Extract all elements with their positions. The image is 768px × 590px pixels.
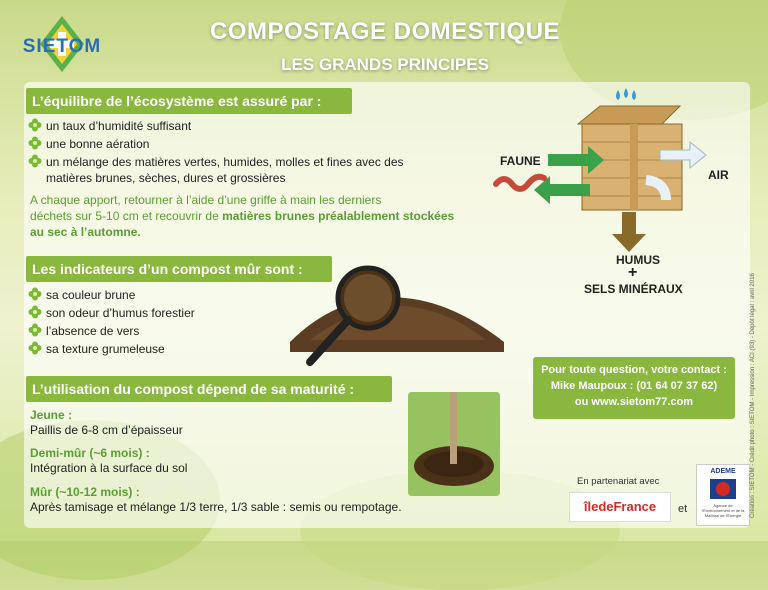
stage-label: Jeune : (30, 408, 73, 422)
bullet-text: matières brunes, sèches, dures et grossières (46, 171, 286, 185)
iledefrance-logo: îledeFrance (569, 492, 671, 522)
credits-text: Création : SIETOM - Crédit photo : SIETOM - Impression : ACI (93) - Dépôt légal : avril 2016 (750, 273, 756, 518)
list-item (28, 341, 195, 357)
contact-intro: Pour toute question, votre contact : (541, 364, 727, 376)
bullet-text: un taux d’humidité suffisant (46, 119, 192, 133)
humus-label: HUMUS (616, 253, 660, 267)
bullet-text: un mélange des matières vertes, humides, molles et fines avec des (46, 155, 404, 169)
page-title: COMPOSTAGE DOMESTIQUE (209, 18, 561, 45)
flower-bullet-icon (28, 341, 42, 355)
bullet-text: une bonne aération (46, 137, 150, 151)
stage-demi-mur (30, 446, 187, 476)
list-item (28, 305, 195, 321)
bullet-text: l’absence de vers (46, 324, 140, 338)
ademe-name: ADEME (710, 468, 736, 475)
flower-bullet-icon (28, 287, 42, 301)
stage-mur (30, 485, 402, 515)
plus-label: + (628, 264, 638, 281)
list-item-continued (28, 170, 404, 186)
bullet-text: sa texture grumeleuse (46, 342, 165, 356)
ademe-logo (696, 464, 750, 526)
note-line (30, 208, 480, 224)
bullet-text: son odeur d’humus forestier (46, 306, 195, 320)
note-bold-text: au sec à l’automne. (30, 225, 141, 239)
stage-label: Demi-mûr (~6 mois) : (30, 446, 150, 460)
note-line: A chaque apport, retourner à l’aide d’une griffe à main les derniers (30, 193, 382, 207)
list-item (28, 323, 195, 339)
note-text: déchets sur 5-10 cm et recouvrir de (30, 209, 223, 223)
section-equilibre-note (30, 192, 480, 240)
list-item (28, 287, 195, 303)
stage-jeune (30, 408, 183, 438)
partner-label: En partenariat avec (577, 476, 660, 487)
water-drops-icon (616, 88, 636, 100)
list-item (28, 136, 404, 152)
composter-diagram (490, 84, 740, 299)
section-equilibre-heading: L’équilibre de l’écosystème est assuré par : (26, 88, 352, 114)
stage-desc: Intégration à la surface du sol (30, 461, 188, 475)
stage-desc: Après tamisage et mélange 1/3 terre, 1/3 sable : semis ou rempotage. (30, 500, 402, 514)
list-item (28, 154, 404, 170)
contact-box (533, 357, 735, 419)
flower-bullet-icon (28, 323, 42, 337)
contact-website: ou www.sietom77.com (574, 396, 694, 408)
section-utilisation-heading: L’utilisation du compost dépend de sa maturité : (26, 376, 392, 402)
ademe-subtitle: Agence de l'Environnement et de la Maîtrise de l'Energie (701, 503, 745, 518)
ademe-emblem-icon (708, 477, 738, 501)
list-item (28, 118, 404, 134)
sietom-logo (14, 14, 110, 74)
logo-text: SIETOM (22, 36, 102, 57)
flower-bullet-icon (28, 154, 42, 168)
bullet-text: sa couleur brune (46, 288, 136, 302)
contact-phone: Mike Maupoux : (01 64 07 37 62) (550, 380, 718, 392)
flower-bullet-icon (28, 118, 42, 132)
page-subtitle: LES GRANDS PRINCIPES (281, 55, 489, 74)
partner-and: et (678, 503, 688, 515)
tree-base-photo (408, 392, 500, 496)
sels-label: SELS MINÉRAUX (584, 282, 683, 296)
faune-label: FAUNE (500, 154, 541, 168)
section-equilibre-list (28, 118, 404, 186)
section-indicateurs-list (28, 287, 195, 357)
flower-bullet-icon (28, 305, 42, 319)
note-line (30, 224, 480, 240)
credits-vertical (748, 120, 758, 520)
air-label: AIR (708, 168, 729, 182)
flower-bullet-icon (28, 136, 42, 150)
section-indicateurs-heading: Les indicateurs d’un compost mûr sont : (26, 256, 332, 282)
stage-label: Mûr (~10-12 mois) : (30, 485, 140, 499)
note-bold-text: matières brunes préalablement stockées (222, 209, 455, 223)
stage-desc: Paillis de 6-8 cm d’épaisseur (30, 423, 183, 437)
compost-pile-image (290, 262, 504, 368)
